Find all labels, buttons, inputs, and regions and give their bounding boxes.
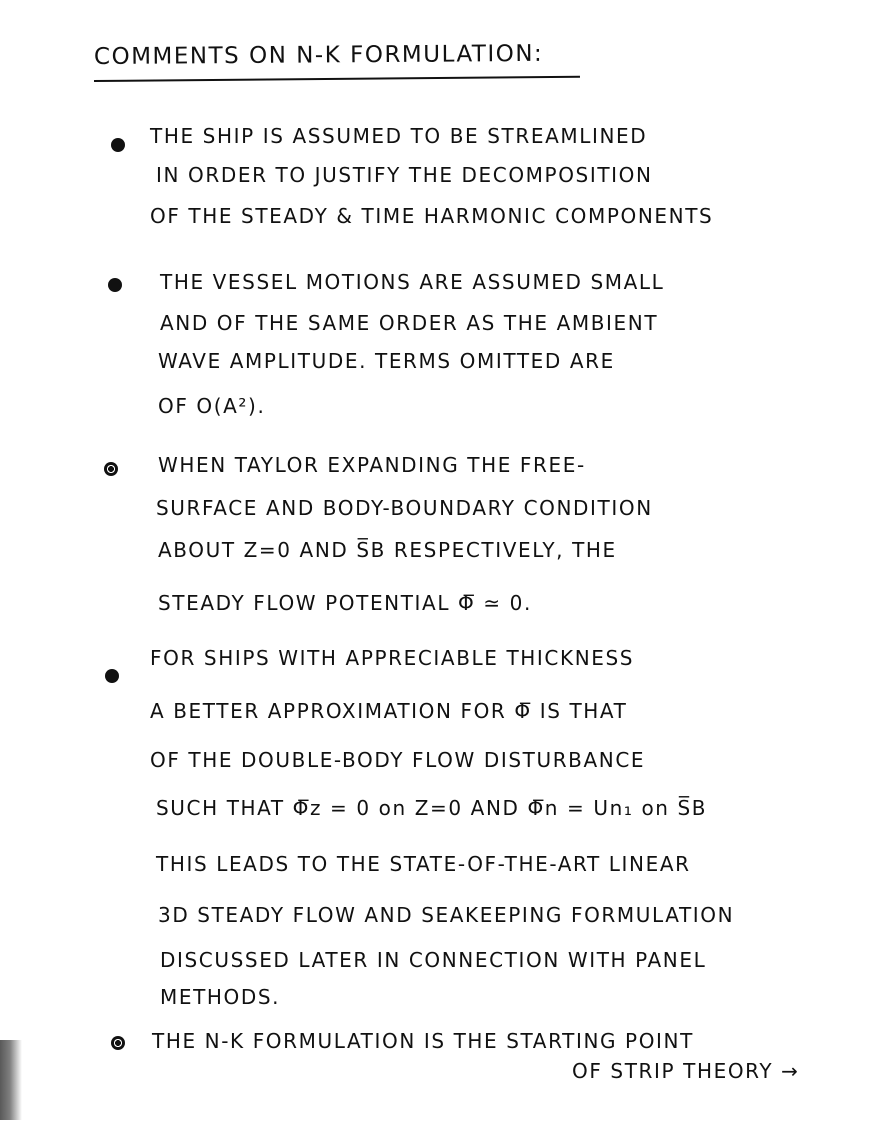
- bullet-point-5: [111, 1036, 125, 1050]
- bullet-point-4: [105, 669, 119, 683]
- bullet-point-2: [108, 278, 122, 292]
- bullet-4-line-2: A BETTER APPROXIMATION FOR Φ̅ IS THAT: [150, 699, 628, 723]
- bullet-1-line-2: IN ORDER TO JUSTIFY THE DECOMPOSITION: [156, 163, 653, 187]
- page-title: COMMENTS ON N-K FORMULATION:: [93, 40, 544, 70]
- bullet-3-line-2: SURFACE AND BODY-BOUNDARY CONDITION: [156, 496, 653, 520]
- bullet-4-line-4: SUCH THAT Φ̅z = 0 on Z=0 AND Φ̅n = Un₁ on S̅B: [156, 796, 708, 820]
- bullet-2-line-1: THE VESSEL MOTIONS ARE ASSUMED SMALL: [160, 270, 665, 294]
- bullet-2-line-2: AND OF THE SAME ORDER AS THE AMBIENT: [160, 311, 659, 335]
- bullet-point-1: [111, 138, 125, 152]
- bullet-2-line-4: OF O(A²).: [158, 394, 266, 418]
- bullet-5-line-1: THE N-K FORMULATION IS THE STARTING POINT: [152, 1029, 694, 1053]
- bullet-4-line-8: METHODS.: [160, 985, 281, 1009]
- bullet-4-line-6: 3D STEADY FLOW AND SEAKEEPING FORMULATION: [158, 903, 735, 927]
- bullet-3-line-4: STEADY FLOW POTENTIAL Φ̅ ≃ 0.: [158, 591, 532, 615]
- bullet-1-line-3: OF THE STEADY & TIME HARMONIC COMPONENTS: [150, 204, 714, 228]
- bullet-1-line-1: THE SHIP IS ASSUMED TO BE STREAMLINED: [150, 124, 648, 148]
- bullet-2-line-3: WAVE AMPLITUDE. TERMS OMITTED ARE: [158, 349, 615, 373]
- bullet-5-line-2: OF STRIP THEORY →: [572, 1059, 800, 1083]
- bullet-4-line-1: FOR SHIPS WITH APPRECIABLE THICKNESS: [150, 646, 635, 670]
- bullet-4-line-7: DISCUSSED LATER IN CONNECTION WITH PANEL: [160, 948, 707, 972]
- bullet-3-line-1: WHEN TAYLOR EXPANDING THE FREE-: [158, 453, 586, 477]
- bullet-4-line-5: THIS LEADS TO THE STATE-OF-THE-ART LINEAR: [156, 852, 691, 876]
- bullet-point-3: [104, 462, 118, 476]
- scan-edge-shadow: [0, 1040, 22, 1120]
- bullet-4-line-3: OF THE DOUBLE-BODY FLOW DISTURBANCE: [150, 748, 646, 772]
- title-underline: [94, 76, 580, 82]
- bullet-3-line-3: ABOUT Z=0 AND S̅B RESPECTIVELY, THE: [158, 538, 617, 562]
